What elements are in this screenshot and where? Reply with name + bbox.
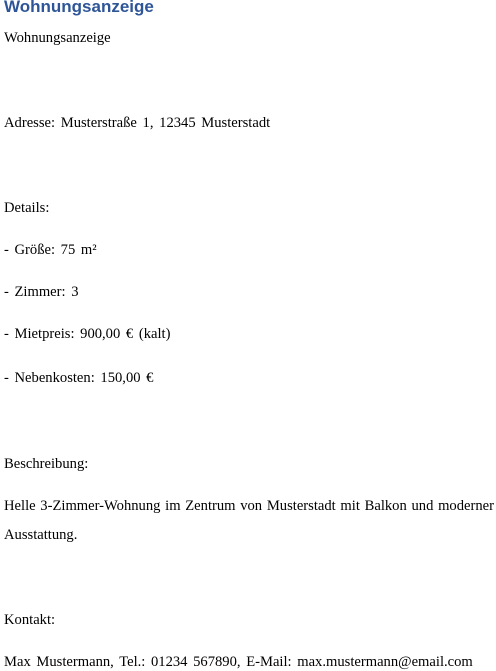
description-line-1: Helle 3-Zimmer-Wohnung im Zentrum von Musterstadt mit Balkon und moderner: [4, 498, 494, 514]
detail-rooms: - Zimmer: 3: [4, 284, 79, 300]
description-label: Beschreibung:: [4, 456, 89, 472]
contact-line: Max Mustermann, Tel.: 01234 567890, E-Mail: max.mustermann@email.com: [4, 654, 473, 670]
contact-label: Kontakt:: [4, 612, 56, 628]
detail-utilities: - Nebenkosten: 150,00 €: [4, 370, 154, 386]
details-label: Details:: [4, 200, 50, 216]
document-heading: Wohnungsanzeige: [4, 0, 154, 16]
address-line: Adresse: Musterstraße 1, 12345 Musterstadt: [4, 115, 271, 131]
detail-size: - Größe: 75 m²: [4, 242, 97, 258]
document-subtitle: Wohnungsanzeige: [4, 30, 111, 46]
detail-rent: - Mietpreis: 900,00 € (kalt): [4, 326, 171, 342]
description-line-2: Ausstattung.: [4, 527, 78, 543]
